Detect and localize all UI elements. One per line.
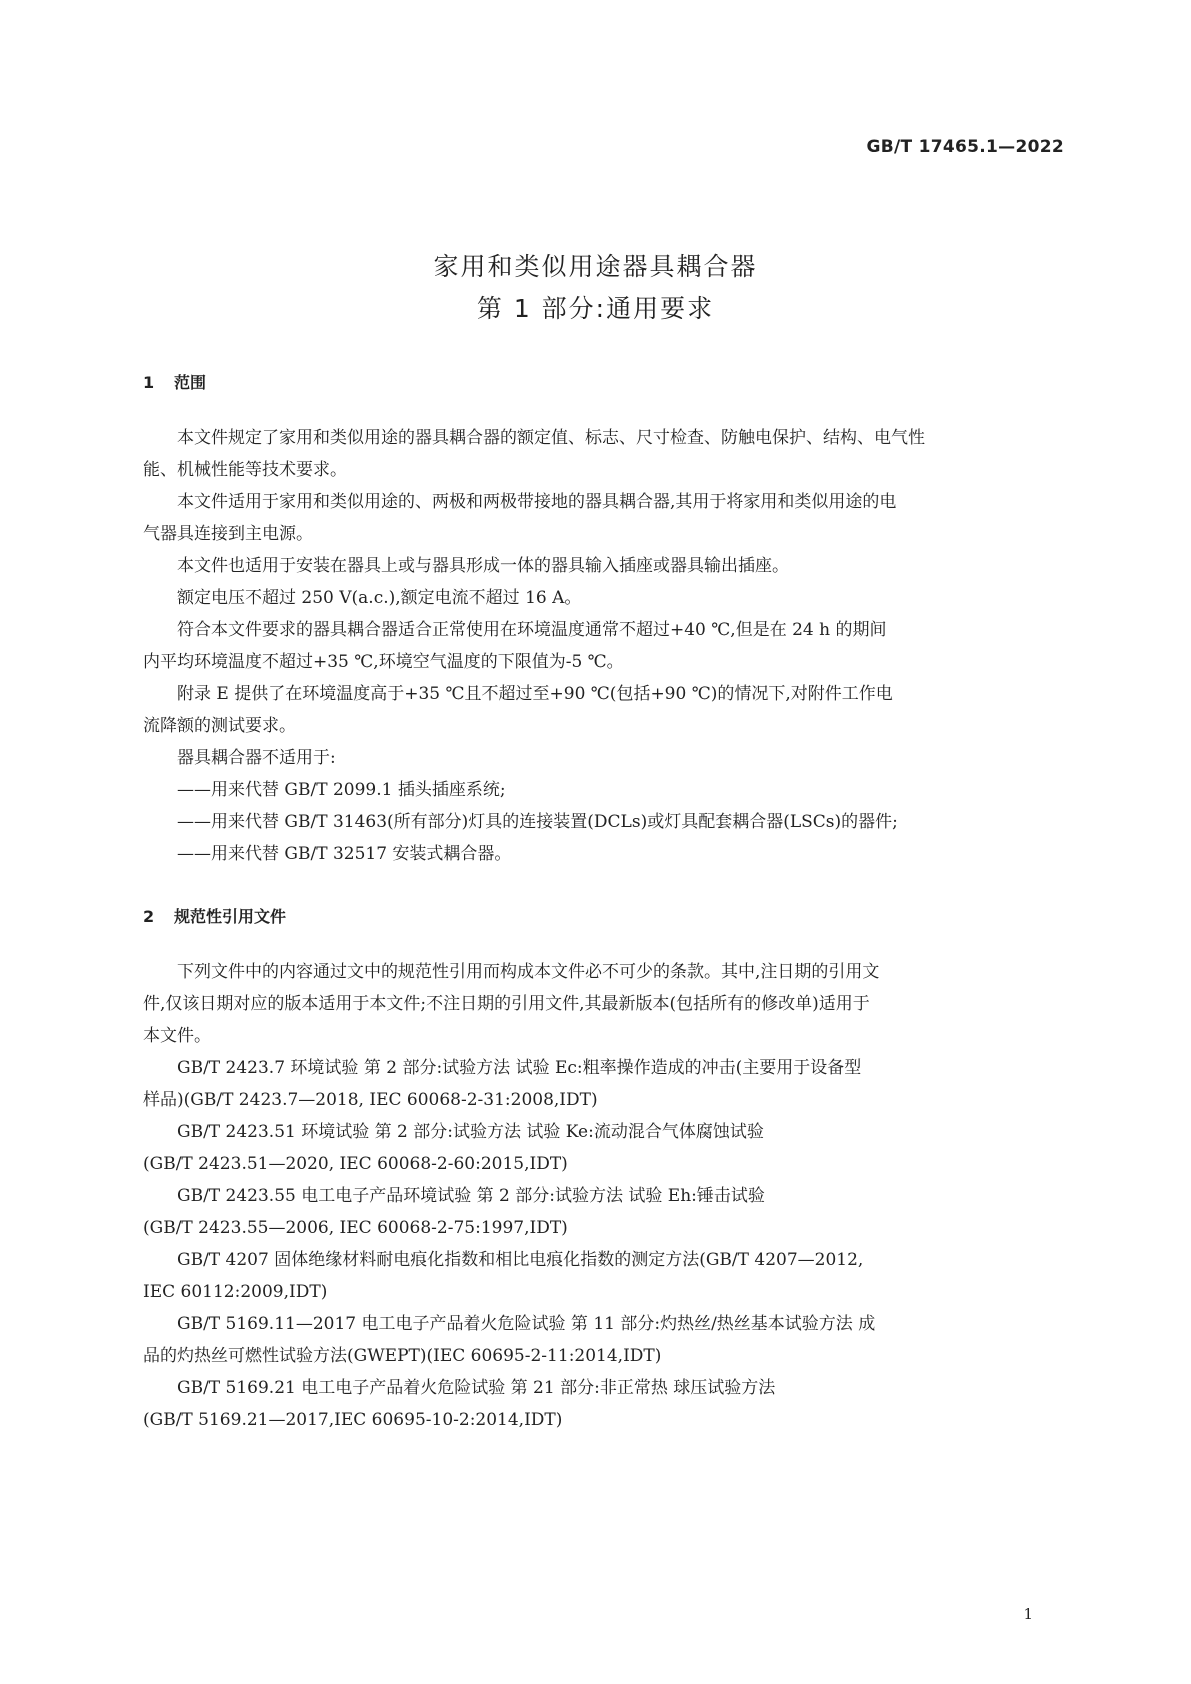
page-number: 1 <box>1023 1605 1033 1623</box>
section-2-heading <box>143 904 286 927</box>
list-item: ——用来代替 GB/T 32517 安装式耦合器。 <box>177 844 512 864</box>
list-item: ——用来代替 GB/T 2099.1 插头插座系统; <box>177 780 506 800</box>
paragraph: 本文件规定了家用和类似用途的器具耦合器的额定值、标志、尺寸检查、防触电保护、结构、电气性 能、机械性能等技术要求。 <box>143 428 925 480</box>
section-1-heading <box>143 370 206 393</box>
reference-entry: GB/T 2423.55 电工电子产品环境试验 第 2 部分:试验方法 试验 Eh:锤击试验 (GB/T 2423.55—2006, IEC 60068-2-75:1997,IDT) <box>143 1186 765 1238</box>
paragraph: 本文件适用于家用和类似用途的、两极和两极带接地的器具耦合器,其用于将家用和类似用途的电 气器具连接到主电源。 <box>143 492 897 544</box>
paragraph: 器具耦合器不适用于: <box>177 748 336 768</box>
section-number: 2 <box>143 907 155 926</box>
reference-entry: GB/T 5169.21 电工电子产品着火危险试验 第 21 部分:非正常热 球压试验方法 (GB/T 5169.21—2017,IEC 60695-10-2:2014,IDT) <box>143 1378 776 1430</box>
reference-entry: GB/T 5169.11—2017 电工电子产品着火危险试验 第 11 部分:灼热丝/热丝基本试验方法 成 品的灼热丝可燃性试验方法(GWEPT)(IEC 60695-2-11:2014,IDT) <box>143 1314 876 1366</box>
reference-entry: GB/T 4207 固体绝缘材料耐电痕化指数和相比电痕化指数的测定方法(GB/T 4207—2012, IEC 60112:2009,IDT) <box>143 1250 864 1302</box>
standard-number: GB/T 17465.1—2022 <box>866 137 1064 157</box>
paragraph: 附录 E 提供了在环境温度高于+35 ℃且不超过至+90 ℃(包括+90 ℃)的情况下,对附件工作电 流降额的测试要求。 <box>143 684 893 736</box>
document-subtitle: 第 1 部分:通用要求 <box>476 294 715 323</box>
section-title: 范围 <box>174 373 207 392</box>
reference-entry: GB/T 2423.7 环境试验 第 2 部分:试验方法 试验 Ec:粗率操作造成的冲击(主要用于设备型 样品)(GB/T 2423.7—2018, IEC 60068-2-31:2008,IDT) <box>143 1058 862 1110</box>
paragraph: 符合本文件要求的器具耦合器适合正常使用在环境温度通常不超过+40 ℃,但是在 24 h 的期间 内平均环境温度不超过+35 ℃,环境空气温度的下限值为-5 ℃。 <box>143 620 887 672</box>
list-item: ——用来代替 GB/T 31463(所有部分)灯具的连接装置(DCLs)或灯具配套耦合器(LSCs)的器件; <box>177 812 898 832</box>
document-title: 家用和类似用途器具耦合器 <box>433 252 758 281</box>
reference-entry: GB/T 2423.51 环境试验 第 2 部分:试验方法 试验 Ke:流动混合气体腐蚀试验 (GB/T 2423.51—2020, IEC 60068-2-60:2015,IDT) <box>143 1122 764 1174</box>
paragraph: 额定电压不超过 250 V(a.c.),额定电流不超过 16 A。 <box>177 588 582 608</box>
section-number: 1 <box>143 373 155 392</box>
paragraph: 本文件也适用于安装在器具上或与器具形成一体的器具输入插座或器具输出插座。 <box>177 556 789 576</box>
paragraph: 下列文件中的内容通过文中的规范性引用而构成本文件必不可少的条款。其中,注日期的引用文 件,仅该日期对应的版本适用于本文件;不注日期的引用文件,其最新版本(包括所有的修改单)适用于 本文件。 <box>143 962 880 1046</box>
section-title: 规范性引用文件 <box>174 907 287 926</box>
